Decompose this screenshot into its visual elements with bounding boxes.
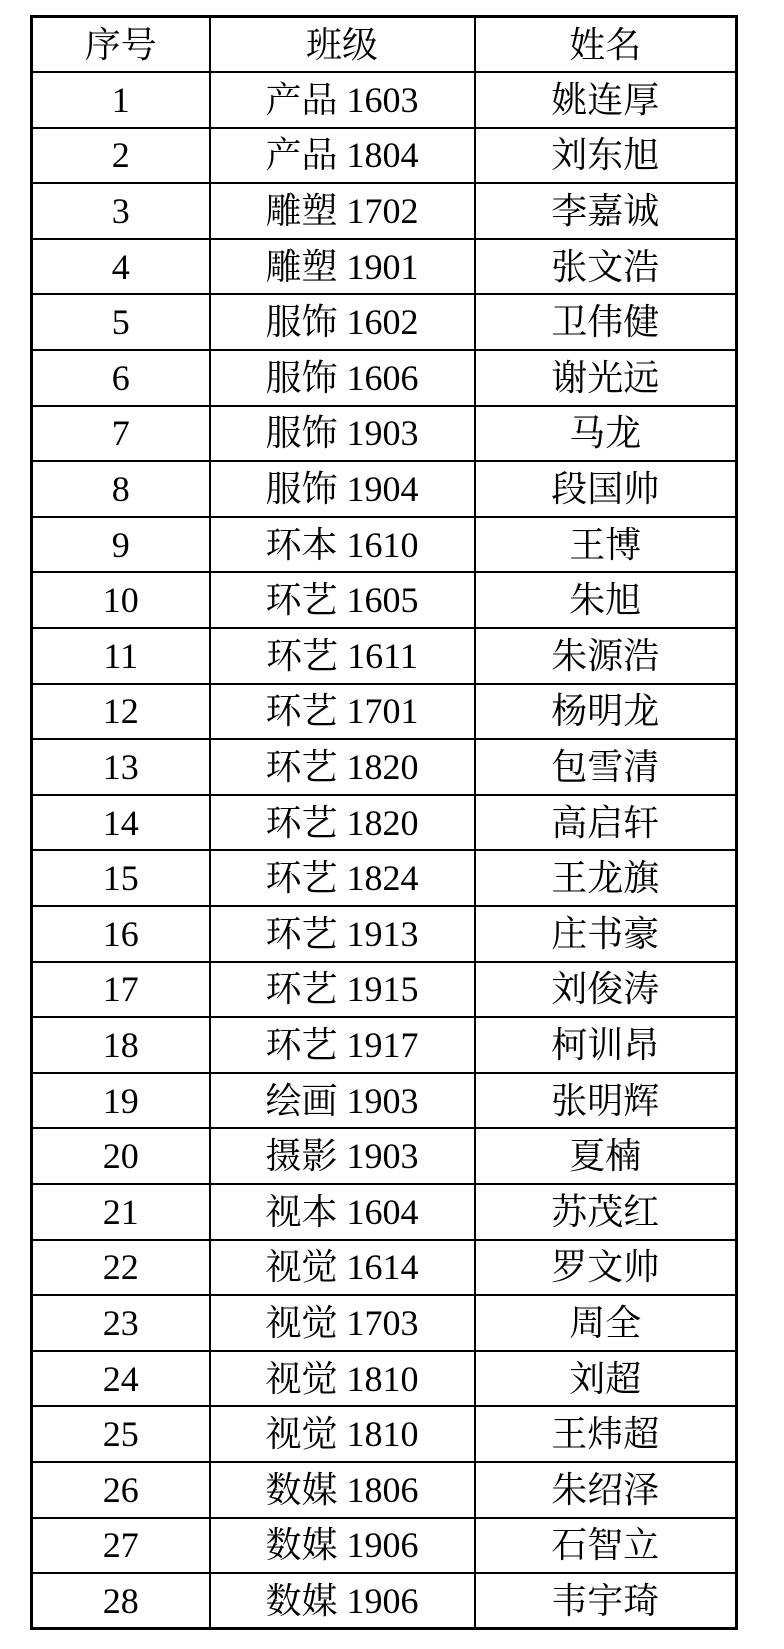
row-index-cell: 22	[32, 1240, 210, 1296]
class-cell: 视觉 1703	[210, 1295, 475, 1351]
class-cell: 环艺 1611	[210, 628, 475, 684]
row-index-cell: 15	[32, 850, 210, 906]
class-cell: 环艺 1824	[210, 850, 475, 906]
name-cell: 王博	[475, 517, 737, 573]
table-row	[32, 183, 737, 239]
class-cell: 数媒 1806	[210, 1462, 475, 1518]
table-row	[32, 1406, 737, 1462]
table-row	[32, 1518, 737, 1574]
roster-body	[32, 72, 737, 1629]
table-row	[32, 294, 737, 350]
class-cell: 雕塑 1901	[210, 239, 475, 295]
table-row	[32, 795, 737, 851]
table-row	[32, 239, 737, 295]
name-cell: 李嘉诚	[475, 183, 737, 239]
class-cell: 摄影 1903	[210, 1128, 475, 1184]
class-cell: 视本 1604	[210, 1184, 475, 1240]
table-row	[32, 739, 737, 795]
name-cell: 韦宇琦	[475, 1573, 737, 1629]
name-cell: 柯训昂	[475, 1017, 737, 1073]
name-cell: 包雪清	[475, 739, 737, 795]
header-row	[32, 17, 737, 73]
row-index-cell: 11	[32, 628, 210, 684]
name-cell: 朱绍泽	[475, 1462, 737, 1518]
row-index-cell: 21	[32, 1184, 210, 1240]
row-index-cell: 18	[32, 1017, 210, 1073]
row-index-cell: 1	[32, 72, 210, 128]
class-cell: 服饰 1903	[210, 406, 475, 462]
header-cell-name: 姓名	[475, 17, 737, 73]
name-cell: 杨明龙	[475, 684, 737, 740]
row-index-cell: 5	[32, 294, 210, 350]
row-index-cell: 2	[32, 128, 210, 184]
table-row	[32, 1351, 737, 1407]
row-index-cell: 27	[32, 1518, 210, 1574]
table-row	[32, 906, 737, 962]
class-cell: 环艺 1917	[210, 1017, 475, 1073]
table-row	[32, 128, 737, 184]
table-row	[32, 1573, 737, 1629]
class-cell: 服饰 1606	[210, 350, 475, 406]
table-row	[32, 684, 737, 740]
row-index-cell: 7	[32, 406, 210, 462]
class-cell: 产品 1603	[210, 72, 475, 128]
student-roster-table	[30, 15, 738, 1630]
class-cell: 数媒 1906	[210, 1518, 475, 1574]
table-row	[32, 628, 737, 684]
table-row	[32, 572, 737, 628]
name-cell: 王龙旗	[475, 850, 737, 906]
name-cell: 刘超	[475, 1351, 737, 1407]
class-cell: 环艺 1701	[210, 684, 475, 740]
table-row	[32, 962, 737, 1018]
name-cell: 段国帅	[475, 461, 737, 517]
table-row	[32, 72, 737, 128]
table-row	[32, 350, 737, 406]
header-cell-index: 序号	[32, 17, 210, 73]
class-cell: 绘画 1903	[210, 1073, 475, 1129]
name-cell: 庄书豪	[475, 906, 737, 962]
name-cell: 石智立	[475, 1518, 737, 1574]
class-cell: 视觉 1810	[210, 1351, 475, 1407]
name-cell: 朱源浩	[475, 628, 737, 684]
name-cell: 罗文帅	[475, 1240, 737, 1296]
name-cell: 刘俊涛	[475, 962, 737, 1018]
table-row	[32, 1240, 737, 1296]
row-index-cell: 4	[32, 239, 210, 295]
name-cell: 高启轩	[475, 795, 737, 851]
class-cell: 环艺 1915	[210, 962, 475, 1018]
row-index-cell: 16	[32, 906, 210, 962]
header-cell-class: 班级	[210, 17, 475, 73]
row-index-cell: 17	[32, 962, 210, 1018]
table-row	[32, 517, 737, 573]
row-index-cell: 8	[32, 461, 210, 517]
row-index-cell: 12	[32, 684, 210, 740]
row-index-cell: 23	[32, 1295, 210, 1351]
table-row	[32, 1128, 737, 1184]
class-cell: 环艺 1820	[210, 795, 475, 851]
class-cell: 服饰 1602	[210, 294, 475, 350]
row-index-cell: 6	[32, 350, 210, 406]
table-row	[32, 850, 737, 906]
table-row	[32, 1462, 737, 1518]
name-cell: 刘东旭	[475, 128, 737, 184]
row-index-cell: 19	[32, 1073, 210, 1129]
row-index-cell: 25	[32, 1406, 210, 1462]
name-cell: 王炜超	[475, 1406, 737, 1462]
class-cell: 视觉 1810	[210, 1406, 475, 1462]
class-cell: 环本 1610	[210, 517, 475, 573]
name-cell: 张明辉	[475, 1073, 737, 1129]
name-cell: 谢光远	[475, 350, 737, 406]
row-index-cell: 3	[32, 183, 210, 239]
name-cell: 马龙	[475, 406, 737, 462]
table-row	[32, 1295, 737, 1351]
row-index-cell: 24	[32, 1351, 210, 1407]
row-index-cell: 10	[32, 572, 210, 628]
row-index-cell: 14	[32, 795, 210, 851]
table-row	[32, 1017, 737, 1073]
class-cell: 服饰 1904	[210, 461, 475, 517]
table-row	[32, 406, 737, 462]
name-cell: 夏楠	[475, 1128, 737, 1184]
class-cell: 雕塑 1702	[210, 183, 475, 239]
table-row	[32, 461, 737, 517]
name-cell: 周全	[475, 1295, 737, 1351]
class-cell: 环艺 1605	[210, 572, 475, 628]
row-index-cell: 20	[32, 1128, 210, 1184]
table-row	[32, 1184, 737, 1240]
class-cell: 产品 1804	[210, 128, 475, 184]
class-cell: 环艺 1913	[210, 906, 475, 962]
class-cell: 环艺 1820	[210, 739, 475, 795]
table-row	[32, 1073, 737, 1129]
class-cell: 视觉 1614	[210, 1240, 475, 1296]
name-cell: 卫伟健	[475, 294, 737, 350]
name-cell: 张文浩	[475, 239, 737, 295]
row-index-cell: 13	[32, 739, 210, 795]
row-index-cell: 28	[32, 1573, 210, 1629]
name-cell: 姚连厚	[475, 72, 737, 128]
name-cell: 苏茂红	[475, 1184, 737, 1240]
name-cell: 朱旭	[475, 572, 737, 628]
row-index-cell: 26	[32, 1462, 210, 1518]
row-index-cell: 9	[32, 517, 210, 573]
class-cell: 数媒 1906	[210, 1573, 475, 1629]
